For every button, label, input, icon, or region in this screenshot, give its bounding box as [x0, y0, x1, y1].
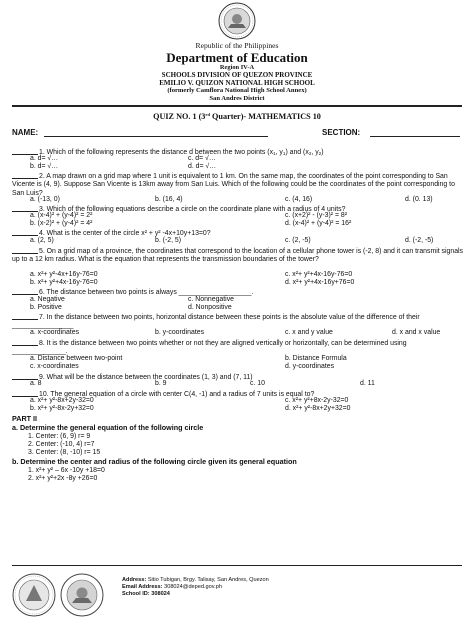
question-5: 5. On a grid map of a province, the coordinates that correspond to the location of a cellular phone tower is (-2, 8) and it can transmit signals up to a 12 km radius. What is the equation that represents the transmission boundaries of the tower?: [12, 248, 464, 264]
question-9: 9. What will be the distance between the coordinates (1, 3) and (7, 11): [12, 372, 464, 382]
choice-7b: b. y-coordinates: [155, 329, 205, 336]
choice-3c: c. (x+2)² - (y-3)² = 8²: [285, 212, 348, 219]
question-6: 6. The distance between two points is always ___________________.: [12, 287, 464, 297]
quiz-title: QUIZ NO. 1 (3rd Quarter)- MATHEMATICS 10: [153, 112, 321, 121]
choice-10d: d. x²+ y²-8x+2y+32=0: [285, 405, 351, 412]
choice-3b: b. (x-2)² + (y-4)² = 4²: [30, 220, 93, 227]
choice-8c: c. x-coordinates: [30, 363, 79, 370]
choice-6a: a. Negative: [30, 296, 65, 303]
part-2-title: PART II: [12, 414, 38, 423]
question-4: 4. What is the center of the circle x² + y² -4x+10y+13=0?: [12, 228, 464, 238]
part-2a-item-2: 2. Center: (-10, 4) r=7: [28, 441, 95, 448]
answer-blank[interactable]: [12, 171, 38, 179]
footer-email: Email Address: 308024@deped.gov.ph: [122, 584, 222, 590]
question-3: 3. Which of the following equations describe a circle on the coordinate plane with a radius of 4 units?: [12, 204, 464, 214]
choice-10b: b. x²+ y²-8x-2y+32=0: [30, 405, 94, 412]
deped-seal-icon: [218, 2, 256, 40]
footer-school-id: School ID: 308024: [122, 591, 170, 597]
part-2b-item-1: 1. x²+ y² – 6x -10y +18=0: [28, 467, 105, 474]
answer-blank[interactable]: [12, 372, 38, 380]
question-2: 2. A map drawn on a grid map where 1 unit is equivalent to 1 km. On the same map, the coordinates of the point corresponding to San Vicente is (4, 9). Suppose San Vicente is 13km away from San Luis. Which of the following could be the coordinates of the point corresponding to San Luis?: [12, 173, 455, 197]
district-line: San Andres District: [209, 95, 265, 102]
question-7: 7. In the distance between two points, horizontal distance between these points is the absolute value of the difference of their ________________: [12, 314, 420, 330]
choice-9c: c. 10: [250, 380, 265, 387]
question-10: 10. The general equation of a circle with center C(4, -1) and a radius of 7 units is equal to?: [12, 389, 464, 399]
choice-2c: c. (4, 16): [285, 196, 313, 203]
choice-8d: d. y-coordinates: [285, 363, 335, 370]
choice-8b: b. Distance Formula: [285, 355, 347, 362]
answer-blank[interactable]: [12, 287, 38, 295]
choice-6d: d. Nonpositive: [188, 304, 232, 311]
republic-line: Republic of the Philippines: [195, 41, 279, 50]
choice-6c: c. Nonnegative: [188, 296, 234, 303]
division-line: SCHOOLS DIVISION OF QUEZON PROVINCE: [161, 71, 313, 79]
region-line: Region IV-A: [219, 64, 255, 71]
choice-4a: a. (2, 5): [30, 237, 54, 244]
footer-divider: [12, 565, 462, 566]
footer-address: Address: Sitio Tubigan, Brgy. Talisay, San Andres, Quezon: [122, 577, 269, 583]
choice-4d: d. (-2, -5): [405, 237, 434, 244]
choice-7a: a. x-coordinates: [30, 329, 80, 336]
answer-blank[interactable]: [12, 246, 38, 254]
choice-1a: a. d= √…: [30, 155, 59, 162]
answer-blank[interactable]: [12, 204, 38, 212]
answer-blank[interactable]: [12, 312, 38, 320]
choice-9d: d. 11: [360, 380, 375, 387]
choice-5d: d. x²+ y²+4x-16y+76=0: [285, 279, 355, 286]
answer-blank[interactable]: [12, 389, 38, 397]
choice-1c: c. d= √…: [188, 155, 216, 162]
deped-footer-seal-icon: [60, 573, 104, 617]
part-2b-title: b. Determine the center and radius of the following circle given its general equation: [12, 457, 297, 466]
choice-2d: d. (0. 13): [405, 196, 433, 203]
choice-1d: d. d= √…: [188, 163, 217, 170]
part-2a-title: a. Determine the general equation of the following circle: [12, 423, 204, 432]
answer-blank[interactable]: [12, 338, 38, 346]
choice-7c: c. x and y value: [285, 329, 333, 336]
choice-5c: c. x²+ y²+4x-16y-76=0: [285, 271, 353, 278]
header-divider: [12, 105, 462, 107]
choice-3d: d. (x-4)² + (y-4)² = 16²: [285, 220, 352, 227]
section-label: SECTION:: [322, 128, 361, 137]
choice-6b: b. Positive: [30, 304, 62, 311]
department-title: Department of Education: [166, 50, 308, 65]
choice-9b: b. 9: [155, 380, 167, 387]
choice-2a: a. (-13, 0): [30, 196, 60, 203]
choice-4b: b. (-2, 5): [155, 237, 182, 244]
formerly-line: (formerly Camflora National High School Annex): [167, 87, 307, 94]
question-8: 8. It is the distance between two points whether or not they are aligned vertically or horizontally, can be determined using ______________.: [12, 340, 407, 356]
choice-4c: c. (2, -5): [285, 237, 311, 244]
choice-2b: b. (16, 4): [155, 196, 183, 203]
part-2a-item-1: 1. Center: (6, 9) r= 9: [28, 433, 91, 440]
question-1: 1. Which of the following represents the distance d between the two points ($x_1$, $y_1$) and ($x_2$, $y_2$): [12, 147, 464, 157]
part-2a-item-3: 3. Center: (8, -10) r= 15: [28, 449, 101, 456]
choice-8a: a. Distance between two-point: [30, 355, 123, 362]
name-field[interactable]: [44, 136, 268, 137]
part-2b-item-2: 2. x²+ y²+2x -8y +26=0: [28, 475, 98, 482]
answer-blank[interactable]: [12, 147, 38, 155]
school-logo-icon: [12, 573, 56, 617]
choice-9a: a. 8: [30, 380, 42, 387]
section-field[interactable]: [370, 136, 460, 137]
choice-5b: b. x²+ y²+4x-16y-76=0: [30, 279, 98, 286]
choice-1b: b. d= √…: [30, 163, 59, 170]
choice-3a: a. (x-4)² + (y-4)² = 2²: [30, 212, 93, 219]
choice-5a: a. x²+ y²-4x+16y-76=0: [30, 271, 98, 278]
answer-blank[interactable]: [12, 228, 38, 236]
choice-7d: d. x and x value: [392, 329, 441, 336]
choice-10c: c. x²+ y²+8x-2y-32=0: [285, 397, 349, 404]
choice-10a: a. x²+ y²-8x+2y-32=0: [30, 397, 94, 404]
name-label: NAME:: [12, 128, 39, 137]
school-name: EMILIO V. QUIZON NATIONAL HIGH SCHOOL: [159, 79, 315, 87]
